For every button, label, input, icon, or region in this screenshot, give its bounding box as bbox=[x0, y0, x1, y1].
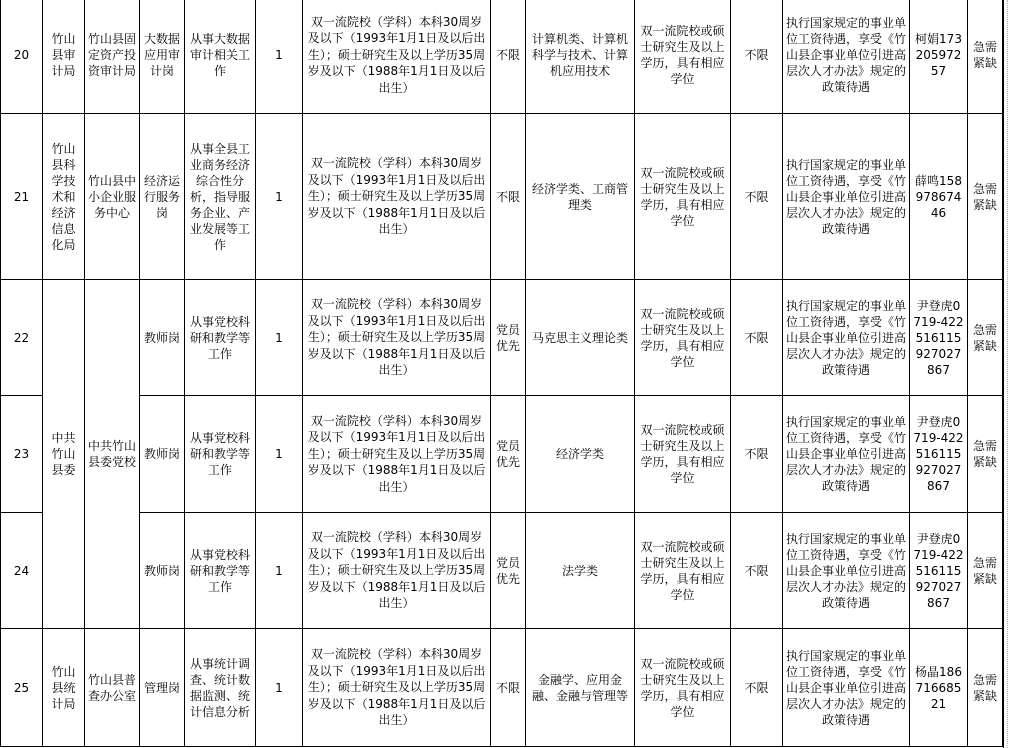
count-cell: 1 bbox=[256, 280, 303, 396]
post-cell: 教师岗 bbox=[140, 396, 185, 513]
count-cell: 1 bbox=[256, 114, 303, 280]
post-cell: 经济运行服务岗 bbox=[140, 114, 185, 280]
urgency-cell: 急需紧缺 bbox=[968, 114, 1003, 280]
duty-cell: 从事统计调查、统计数据监测、统计信息分析 bbox=[185, 629, 256, 747]
table-row bbox=[1, 280, 1003, 396]
duty-cell: 从事大数据审计相关工作 bbox=[185, 0, 256, 114]
education-cell: 双一流院校（学科）本科30周岁及以下（1993年1月1日及以后出生）；硕士研究生及以上学历35周岁及以下（1988年1月1日及以后出生） bbox=[303, 396, 491, 513]
benefit-cell: 执行国家规定的事业单位工资待遇，享受《竹山县企事业单位引进高层次人才办法》规定的政策待遇 bbox=[783, 114, 910, 280]
education-cell: 双一流院校（学科）本科30周岁及以下（1993年1月1日及以后出生）；硕士研究生及以上学历35周岁及以下（1988年1月1日及以后出生） bbox=[303, 513, 491, 629]
table-row bbox=[1, 396, 1003, 513]
degree-cell: 双一流院校或硕士研究生及以上学历，具有相应学位 bbox=[635, 280, 731, 396]
unit-cell: 竹山县普查办公室 bbox=[85, 629, 140, 747]
sheet-edge-gridline bbox=[1003, 0, 1010, 748]
table-row bbox=[1, 629, 1003, 747]
row-number: 25 bbox=[1, 629, 43, 747]
count-cell: 1 bbox=[256, 513, 303, 629]
department-cell: 竹山县审计局 bbox=[43, 0, 85, 114]
row-number: 23 bbox=[1, 396, 43, 513]
duty-cell: 从事全县工业商务经济综合性分析，指导服务企业、产业发展等工作 bbox=[185, 114, 256, 280]
unit-cell: 竹山县固定资产投资审计局 bbox=[85, 0, 140, 114]
department-cell: 竹山县科学技术和经济信息化局 bbox=[43, 114, 85, 280]
row-number: 20 bbox=[1, 0, 43, 114]
row-number: 24 bbox=[1, 513, 43, 629]
table-row bbox=[1, 114, 1003, 280]
major-cell: 金融学、应用金融、金融与管理等 bbox=[526, 629, 635, 747]
other-cell: 不限 bbox=[731, 280, 783, 396]
duty-cell: 从事党校科研和教学等工作 bbox=[185, 396, 256, 513]
other-cell: 不限 bbox=[731, 629, 783, 747]
contact-cell: 尹登虎0719-422516115927027867 bbox=[910, 280, 968, 396]
urgency-cell: 急需紧缺 bbox=[968, 629, 1003, 747]
politics-cell: 不限 bbox=[491, 629, 526, 747]
duty-cell: 从事党校科研和教学等工作 bbox=[185, 513, 256, 629]
politics-cell: 不限 bbox=[491, 0, 526, 114]
contact-cell: 薛鸣15897867446 bbox=[910, 114, 968, 280]
contact-cell: 柯娟17320597257 bbox=[910, 0, 968, 114]
major-cell: 经济学类 bbox=[526, 396, 635, 513]
benefit-cell: 执行国家规定的事业单位工资待遇，享受《竹山县企事业单位引进高层次人才办法》规定的政策待遇 bbox=[783, 629, 910, 747]
department-cell: 中共竹山县委 bbox=[43, 280, 85, 629]
department-cell: 竹山县统计局 bbox=[43, 629, 85, 747]
major-cell: 计算机类、计算机科学与技术、计算机应用技术 bbox=[526, 0, 635, 114]
urgency-cell: 急需紧缺 bbox=[968, 0, 1003, 114]
other-cell: 不限 bbox=[731, 114, 783, 280]
major-cell: 经济学类、工商管理类 bbox=[526, 114, 635, 280]
count-cell: 1 bbox=[256, 629, 303, 747]
post-cell: 教师岗 bbox=[140, 280, 185, 396]
urgency-cell: 急需紧缺 bbox=[968, 396, 1003, 513]
education-cell: 双一流院校（学科）本科30周岁及以下（1993年1月1日及以后出生）；硕士研究生及以上学历35周岁及以下（1988年1月1日及以后出生） bbox=[303, 0, 491, 114]
count-cell: 1 bbox=[256, 0, 303, 114]
post-cell: 大数据应用审计岗 bbox=[140, 0, 185, 114]
other-cell: 不限 bbox=[731, 396, 783, 513]
contact-cell: 杨晶18671668521 bbox=[910, 629, 968, 747]
urgency-cell: 急需紧缺 bbox=[968, 280, 1003, 396]
benefit-cell: 执行国家规定的事业单位工资待遇，享受《竹山县企事业单位引进高层次人才办法》规定的政策待遇 bbox=[783, 0, 910, 114]
unit-cell: 竹山县中小企业服务中心 bbox=[85, 114, 140, 280]
table-row bbox=[1, 0, 1003, 114]
degree-cell: 双一流院校或硕士研究生及以上学历，具有相应学位 bbox=[635, 513, 731, 629]
contact-cell: 尹登虎0719-422516115927027867 bbox=[910, 396, 968, 513]
post-cell: 教师岗 bbox=[140, 513, 185, 629]
count-cell: 1 bbox=[256, 396, 303, 513]
politics-cell: 党员优先 bbox=[491, 513, 526, 629]
row-number: 21 bbox=[1, 114, 43, 280]
politics-cell: 党员优先 bbox=[491, 280, 526, 396]
table-row bbox=[1, 513, 1003, 629]
unit-cell: 中共竹山县委党校 bbox=[85, 280, 140, 629]
education-cell: 双一流院校（学科）本科30周岁及以下（1993年1月1日及以后出生）；硕士研究生及以上学历35周岁及以下（1988年1月1日及以后出生） bbox=[303, 114, 491, 280]
post-cell: 管理岗 bbox=[140, 629, 185, 747]
degree-cell: 双一流院校或硕士研究生及以上学历，具有相应学位 bbox=[635, 396, 731, 513]
major-cell: 法学类 bbox=[526, 513, 635, 629]
education-cell: 双一流院校（学科）本科30周岁及以下（1993年1月1日及以后出生）；硕士研究生及以上学历35周岁及以下（1988年1月1日及以后出生） bbox=[303, 280, 491, 396]
other-cell: 不限 bbox=[731, 0, 783, 114]
degree-cell: 双一流院校或硕士研究生及以上学历，具有相应学位 bbox=[635, 0, 731, 114]
row-number: 22 bbox=[1, 280, 43, 396]
duty-cell: 从事党校科研和教学等工作 bbox=[185, 280, 256, 396]
urgency-cell: 急需紧缺 bbox=[968, 513, 1003, 629]
contact-cell: 尹登虎0719-422516115927027867 bbox=[910, 513, 968, 629]
politics-cell: 党员优先 bbox=[491, 396, 526, 513]
politics-cell: 不限 bbox=[491, 114, 526, 280]
major-cell: 马克思主义理论类 bbox=[526, 280, 635, 396]
degree-cell: 双一流院校或硕士研究生及以上学历，具有相应学位 bbox=[635, 629, 731, 747]
education-cell: 双一流院校（学科）本科30周岁及以下（1993年1月1日及以后出生）；硕士研究生及以上学历35周岁及以下（1988年1月1日及以后出生） bbox=[303, 629, 491, 747]
other-cell: 不限 bbox=[731, 513, 783, 629]
benefit-cell: 执行国家规定的事业单位工资待遇，享受《竹山县企事业单位引进高层次人才办法》规定的政策待遇 bbox=[783, 396, 910, 513]
benefit-cell: 执行国家规定的事业单位工资待遇，享受《竹山县企事业单位引进高层次人才办法》规定的政策待遇 bbox=[783, 280, 910, 396]
benefit-cell: 执行国家规定的事业单位工资待遇，享受《竹山县企事业单位引进高层次人才办法》规定的政策待遇 bbox=[783, 513, 910, 629]
degree-cell: 双一流院校或硕士研究生及以上学历，具有相应学位 bbox=[635, 114, 731, 280]
